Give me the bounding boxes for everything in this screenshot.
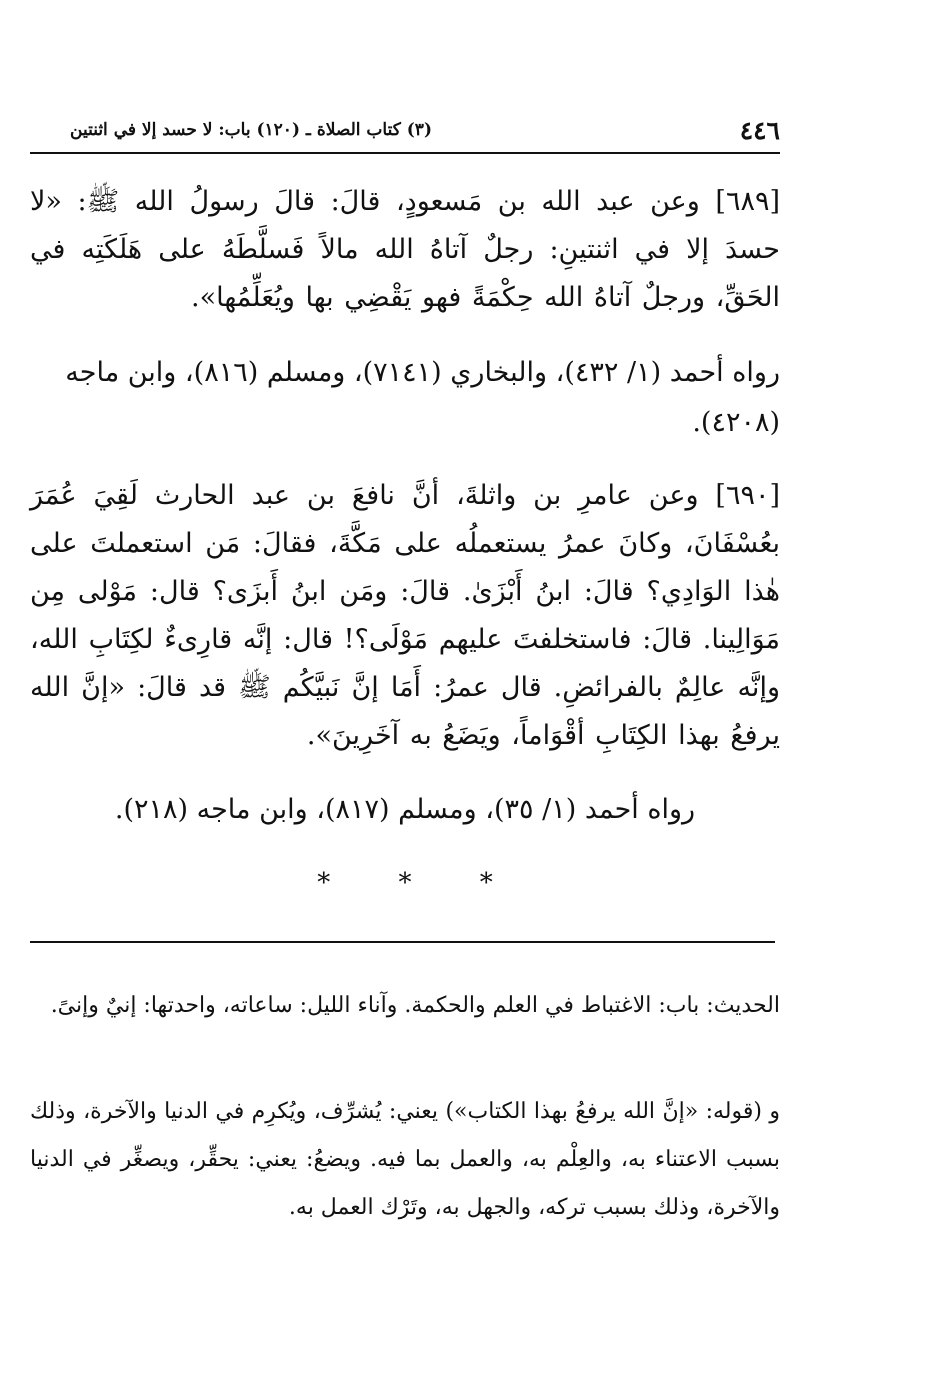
footnote-divider xyxy=(30,941,775,943)
page-header xyxy=(30,114,780,154)
running-title: (٣) كتاب الصلاة ـ (١٢٠) باب: لا حسد إلا في اثنتين xyxy=(70,120,432,140)
footnote-1: الحديث: باب: الاغتباط في العلم والحكمة. وآناء الليل: ساعاته، واحدتها: إنيٌ وإنىً. xyxy=(50,993,780,1018)
page-number: ٤٤٦ xyxy=(739,116,780,145)
hadith-689-text: [٦٨٩] وعن عبد الله بن مَسعودٍ، قالَ: قالَ رسولُ الله ﷺ: «لا حسدَ إلا في اثنتينِ: رجلٌ آتاهُ الله مالاً فَسلَّطَهُ على هَلَكَتِه في الحَقِّ، ورجلٌ آتاهُ الله حِكْمَةً فهو يَقْضِي بها ويُعَلِّمُها». xyxy=(30,186,780,313)
separator-asterisk: * xyxy=(479,868,493,898)
separator-asterisk: * xyxy=(317,868,331,898)
hadith-689-citation: رواه أحمد (١/ ٤٣٢)، والبخاري (٧١٤١)، ومسلم (٨١٦)، وابن ماجه (٤٢٠٨). xyxy=(65,357,780,438)
hadith-690-citation: رواه أحمد (١/ ٣٥)، ومسلم (٨١٧)، وابن ماجه (٢١٨). xyxy=(114,794,696,825)
hadith-690-text: [٦٩٠] وعن عامرِ بن واثلةَ، أنَّ نافعَ بن عبد الحارث لَقِيَ عُمَرَ بعُسْفَانَ، وكانَ عمرُ يستعملُه على مَكَّةَ، فقالَ: مَن استعملتَ على هٰذا الوَادِي؟ قالَ: ابنُ أَبْزَىٰ. قالَ: ومَن ابنُ أَبزَى؟ قال: مَوْلى مِن مَوَالِينا. قالَ: فاستخلفتَ عليهم مَوْلَى؟! قال: إنَّه قارِىءٌ لكِتَابِ الله، وإنَّه عالِمٌ بالفرائضِ. قال عمرُ: أَمَا إنَّ نَبيَّكُم ﷺ قد قالَ: «إنَّ الله يرفعُ بهذا الكِتَابِ أقْوَاماً، ويَضَعُ به آخَرِينَ». xyxy=(30,480,780,751)
separator-asterisk: * xyxy=(398,868,412,898)
footnote-2: و (قوله: «إنَّ الله يرفعُ بهذا الكتاب») يعني: يُشرِّف، ويُكرِم في الدنيا والآخرة، وذلك بسبب الاعتناء به، والعِلْم به، والعمل بما فيه. ويضعُ: يعني: يحقِّر، ويصغِّر في الدنيا والآخرة، وذلك بسبب تركه، والجهل به، وتَرْك العمل به. xyxy=(30,1099,780,1220)
section-separator xyxy=(30,868,780,898)
